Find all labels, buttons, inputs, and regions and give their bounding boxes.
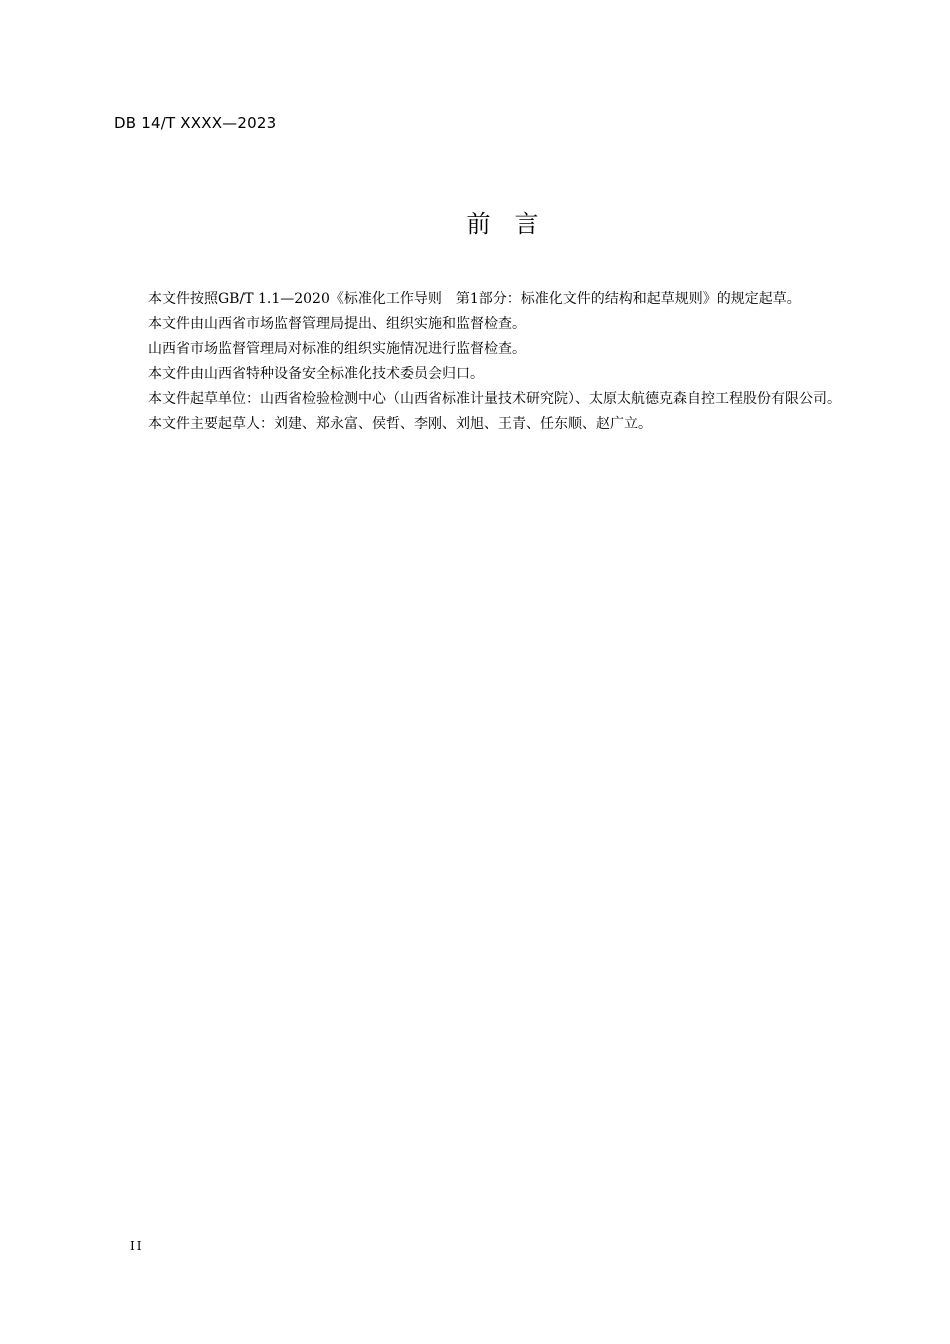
document-code: DB 14/T XXXX—2023: [114, 114, 277, 132]
paragraph-proposer: 本文件由山西省市场监督管理局提出、组织实施和监督检查。: [148, 316, 526, 332]
paragraph-drafters: 本文件主要起草人：刘建、郑永富、侯哲、李刚、刘旭、王青、任东顺、赵广立。: [148, 416, 652, 432]
foreword-body: [114, 289, 864, 439]
paragraph-supervision: 山西省市场监督管理局对标准的组织实施情况进行监督检查。: [148, 341, 526, 357]
paragraph-drafting-units: 本文件起草单位：山西省检验检测中心（山西省标准计量技术研究院）、太原太航德克森自控工程股份有限公司。: [148, 391, 841, 407]
paragraph-committee: 本文件由山西省特种设备安全标准化技术委员会归口。: [148, 366, 484, 382]
page-title: 前 言: [466, 210, 539, 238]
paragraph-drafting-rules: 本文件按照GB/T 1.1—2020《标准化工作导则 第1部分：标准化文件的结构和起草规则》的规定起草。: [148, 291, 801, 307]
page-number: II: [130, 1239, 144, 1253]
